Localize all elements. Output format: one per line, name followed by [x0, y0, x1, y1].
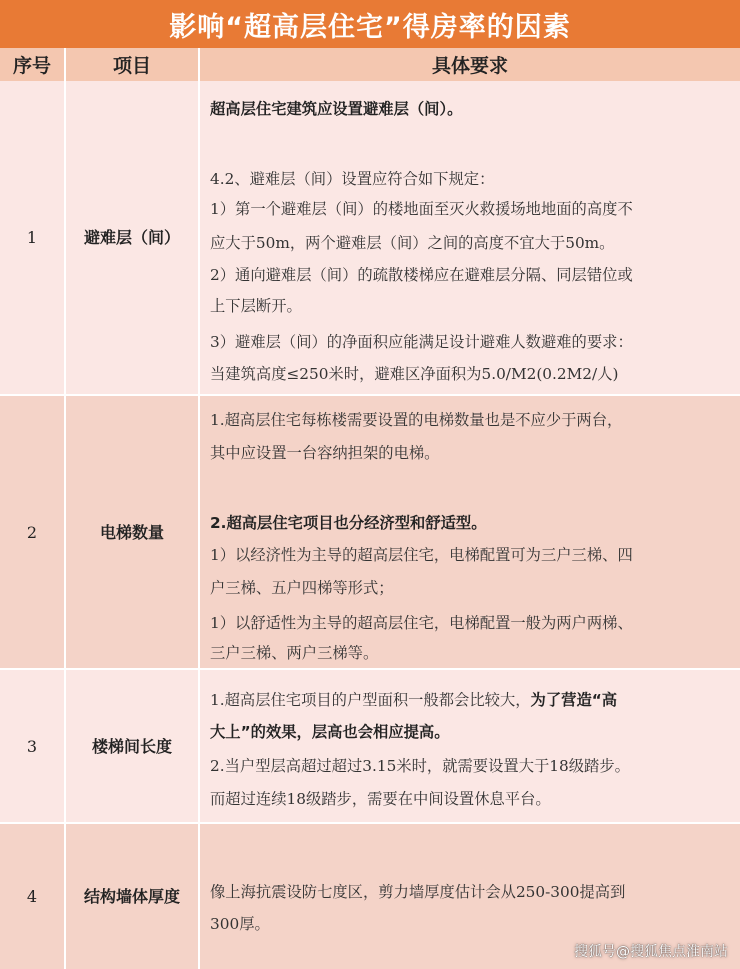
req-line: 1）以舒适性为主导的超高层住宅，电梯配置一般为两户两梯、	[210, 614, 633, 632]
req-line: 2.当户型层高超过超过3.15米时，就需要设置大于18级踏步。	[210, 757, 630, 775]
req-line: 1.超高层住宅每栋楼需要设置的电梯数量也是不应少于两台，	[210, 411, 623, 429]
req-line: 三户三梯、两户三梯等。	[210, 644, 379, 662]
row-requirements	[200, 670, 740, 822]
row-item: 电梯数量	[66, 396, 200, 668]
req-line: 2.超高层住宅项目也分经济型和舒适型。	[210, 514, 487, 532]
watermark: 搜狐号@搜狐焦点淮南站	[574, 944, 728, 960]
table-header	[0, 48, 740, 81]
req-line: 上下层断开。	[210, 297, 302, 315]
header-col-no: 序号	[0, 48, 66, 81]
req-line: 户三梯、五户四梯等形式；	[210, 579, 394, 597]
row-requirements	[200, 81, 740, 394]
req-line: 像上海抗震设防七度区，剪力墙厚度估计会从250-300提高到	[210, 883, 626, 901]
req-line: 300厚。	[210, 915, 270, 933]
header-col-item: 项目	[66, 48, 200, 81]
req-line: 1）以经济性为主导的超高层住宅，电梯配置可为三户三梯、四	[210, 546, 633, 564]
req-line: 当建筑高度≤250米时，避难区净面积为5.0/M2(0.2M2/人)	[210, 365, 619, 383]
row-item: 结构墙体厚度	[66, 824, 200, 969]
req-emphasis: 为了营造“高	[530, 691, 618, 709]
row-item: 楼梯间长度	[66, 670, 200, 822]
row-number: 4	[0, 824, 66, 969]
table-row-3	[0, 668, 740, 822]
table-title: 影响“超高层住宅”得房率的因素	[0, 0, 740, 48]
row-requirements	[200, 396, 740, 668]
req-line: 3）避难层（间）的净面积应能满足设计避难人数避难的要求：	[210, 333, 633, 351]
table-row-1	[0, 81, 740, 394]
req-line: 超高层住宅建筑应设置避难层（间）。	[210, 100, 463, 118]
row-number: 1	[0, 81, 66, 394]
req-line: 大上”的效果，层高也会相应提高。	[210, 723, 450, 741]
req-text: 1.超高层住宅项目的户型面积一般都会比较大，	[210, 691, 531, 709]
req-line: 而超过连续18级踏步，需要在中间设置休息平台。	[210, 790, 551, 808]
header-col-req: 具体要求	[431, 55, 508, 77]
req-line: 4.2、避难层（间）设置应符合如下规定：	[210, 170, 495, 188]
req-line: 其中应设置一台容纳担架的电梯。	[210, 444, 440, 462]
row-number: 3	[0, 670, 66, 822]
req-line	[210, 688, 617, 710]
req-line: 应大于50m，两个避难层（间）之间的高度不宜大于50m。	[210, 234, 615, 252]
row-number: 2	[0, 396, 66, 668]
table-row-2	[0, 394, 740, 668]
row-item: 避难层（间）	[66, 81, 200, 394]
req-line: 1）第一个避难层（间）的楼地面至灭火救援场地地面的高度不	[210, 200, 633, 218]
req-line: 2）通向避难层（间）的疏散楼梯应在避难层分隔、同层错位或	[210, 266, 633, 284]
